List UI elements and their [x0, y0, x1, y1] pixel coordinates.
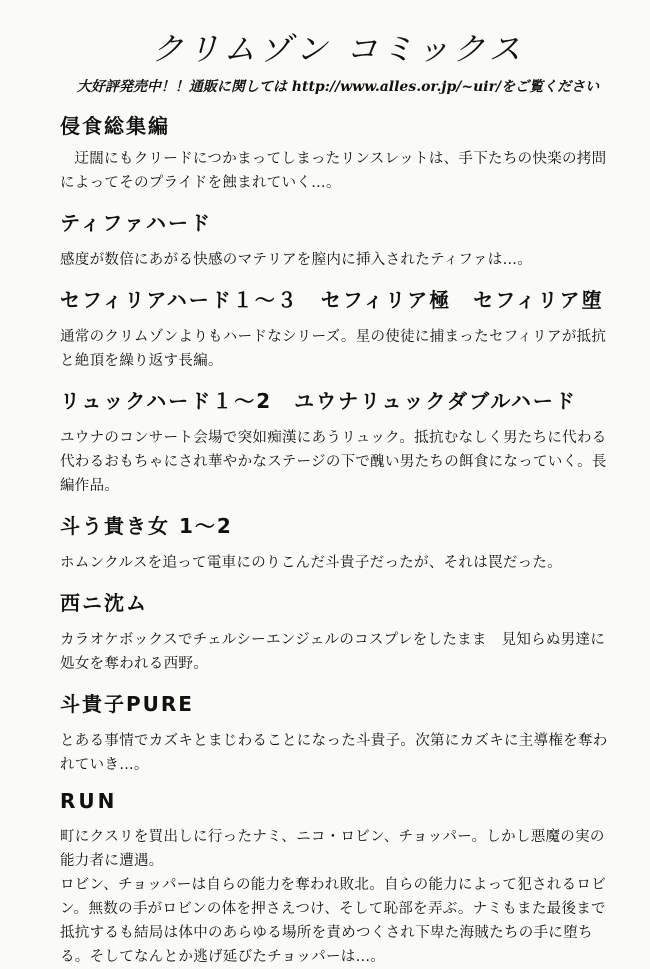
entry-paragraph: 迂闊にもクリードにつかまってしまったリンスレットは、手下たちの快楽の拷問によってそのプライドを蝕まれていく…。 [60, 151, 607, 191]
entry-title: 西ニ沈ム [60, 591, 148, 615]
brand-title: クリムゾン コミックス [151, 30, 525, 68]
entry-title: 斗貴子PURE [60, 692, 194, 716]
entry-description [60, 426, 616, 498]
tagline: 大好評発売中！！通販に関しては http://www.alles.or.jp/~uir/をご覧ください [76, 79, 600, 95]
entry-title: セフィリアハード１〜３ セフィリア極 セフィリア堕 [60, 288, 604, 312]
entry-paragraph: とある事情でカズキとまじわることになった斗貴子。次第にカズキに主導権を奪われていき…。 [60, 733, 608, 773]
entry-description [60, 325, 616, 373]
entry-paragraph: 通常のクリムゾンよりもハードなシリーズ。星の使徒に捕まったセフィリアが抵抗と絶頂を繰り返す長編。 [60, 329, 607, 369]
entry-description [60, 147, 616, 195]
entry-description [60, 551, 616, 575]
entry [60, 510, 616, 575]
entry-description [60, 729, 616, 777]
entry-description [60, 628, 616, 676]
entry [60, 385, 616, 498]
entry [60, 207, 616, 272]
entry-paragraph: ロビン、チョッパーは自らの能力を奪われ敗北。自らの能力によって犯されるロビン。無数の手がロビンの体を押さえつけ、そして恥部を弄ぶ。ナミもまた最後まで抵抗するも結局は体中のあらゆる場所を責めつくされ下卑た海賊たちの手に堕ちる。そしてなんとか逃げ延びたチョッパーは…。 [60, 877, 607, 965]
entry-title: 侵食総集編 [60, 114, 170, 138]
entry-paragraph: ホムンクルスを追って電車にのりこんだ斗貴子だったが、それは罠だった。 [60, 555, 563, 571]
entry-paragraph: 町にクスリを買出しに行ったナミ、ニコ・ロビン、チョッパー。しかし悪魔の実の能力者に遭遇。 [60, 829, 605, 869]
entry-title: リュックハード１〜2 ユウナリュックダブルハード [60, 389, 577, 413]
entry [60, 688, 616, 777]
entry-description [60, 248, 616, 272]
entry-paragraph: 感度が数倍にあがる快感のマテリアを膣内に挿入されたティファは…。 [60, 252, 533, 268]
entry-paragraph: ユウナのコンサート会場で突如痴漢にあうリュック。抵抗むなしく男たちに代わる代わるおもちゃにされ華やかなステージの下で醜い男たちの餌食になっていく。長編作品。 [60, 430, 607, 494]
entry [60, 587, 616, 676]
entry [60, 284, 616, 373]
entry-title: 斗う貴き女 1〜2 [60, 514, 233, 538]
entry-paragraph: カラオケボックスでチェルシーエンジェルのコスプレをしたまま 見知らぬ男達に処女を奪われる西野。 [60, 632, 606, 672]
entry [60, 110, 616, 195]
entry-title: ティファハード [60, 211, 212, 235]
entry-title: RUN [60, 789, 118, 813]
entry [60, 789, 616, 969]
entry-description [60, 825, 616, 969]
